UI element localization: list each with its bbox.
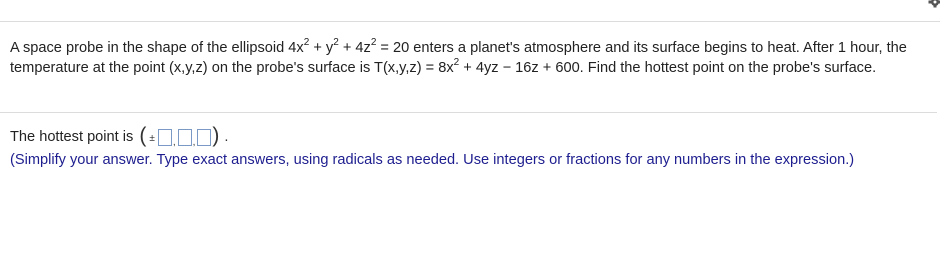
comma-1: , xyxy=(172,136,176,148)
top-divider xyxy=(0,21,940,22)
section-divider xyxy=(0,112,937,113)
exponent-4: 2 xyxy=(453,57,460,69)
question-part-1: A space probe in the shape of the ellipsoid 4x xyxy=(10,40,304,56)
open-paren: ( xyxy=(139,124,147,147)
question-part-4: = 20 enters a planet's atmosphere and its surface begins to heat. After 1 hour, the temperature at the point (x,y,z) on the probe's surface is T(x,y,z) = 8x xyxy=(10,40,907,76)
exponent-1: 2 xyxy=(303,37,310,49)
question-part-2: + y xyxy=(309,40,334,56)
answer-box-x[interactable] xyxy=(158,129,172,146)
exponent-2: 2 xyxy=(333,37,339,49)
question-text xyxy=(10,38,935,78)
settings-gear-icon[interactable] xyxy=(924,0,940,10)
question-part-3: + 4z xyxy=(338,40,371,56)
exponent-3: 2 xyxy=(370,37,377,49)
plus-minus-sign: ± xyxy=(149,132,155,144)
comma-2: , xyxy=(192,136,196,148)
close-paren: ) xyxy=(212,124,220,147)
answer-period: . xyxy=(224,129,229,145)
question-part-5: + 4yz − 16z + 600. Find the hottest point on the probe's surface. xyxy=(459,60,877,76)
answer-prompt: The hottest point is xyxy=(10,129,134,145)
answer-box-y[interactable] xyxy=(178,129,192,146)
answer-instructions: (Simplify your answer. Type exact answers, using radicals as needed. Use integers or fractions for any numbers in the expression.) xyxy=(10,152,855,168)
answer-box-z[interactable] xyxy=(197,129,211,146)
answer-row xyxy=(10,126,228,148)
